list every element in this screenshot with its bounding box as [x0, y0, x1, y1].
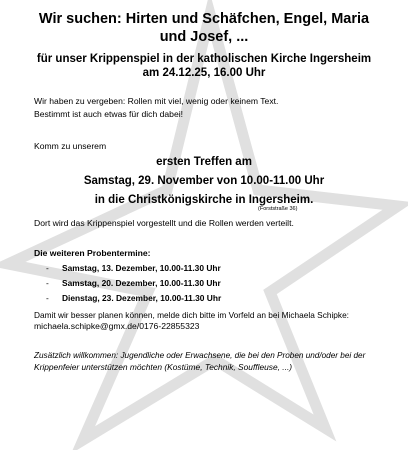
rehearsal-dash-2: -	[46, 278, 49, 288]
meeting-address: (Forststraße 36)	[258, 206, 298, 212]
meeting-note: Dort wird das Krippenspiel vorgestellt und die Rollen werden verteilt.	[34, 218, 294, 228]
heading-line-1: Wir suchen: Hirten und Schäfchen, Engel, Maria	[38, 11, 370, 27]
rehearsal-dash-3: -	[46, 293, 49, 303]
intro-line-2: Bestimmt ist auch etwas für dich dabei!	[34, 109, 184, 119]
contact-email-phone[interactable]: michaela.schipke@gmx.de/0176-22855323	[34, 321, 200, 331]
footer-line-1: Zusätzlich willkommen: Jugendliche oder Erwachsene, die bei den Proben und/oder bei der	[34, 351, 366, 360]
rehearsal-item-1: Samstag, 13. Dezember, 10.00-11.30 Uhr	[62, 263, 221, 273]
contact-line-1: Damit wir besser planen können, melde dich bitte im Vorfeld an bei Michaela Schipke:	[34, 310, 349, 320]
intro-line-1: Wir haben zu vergeben: Rollen mit viel, wenig oder keinem Text.	[34, 96, 279, 106]
subheading-line-1: für unser Krippenspiel in der katholischen Kirche Ingersheim	[36, 53, 372, 65]
rehearsal-dash-1: -	[46, 263, 49, 273]
meeting-place: in die Christkönigskirche in Ingersheim.	[94, 194, 314, 206]
meeting-date: Samstag, 29. November von 10.00-11.00 Uhr	[83, 175, 325, 187]
heading-line-2: und Josef, ...	[159, 29, 249, 45]
meeting-title: ersten Treffen am	[156, 156, 252, 168]
rehearsal-item-3: Dienstag, 23. Dezember, 10.00-11.30 Uhr	[62, 293, 222, 303]
rehearsal-item-2: Samstag, 20. Dezember, 10.00-11.30 Uhr	[62, 278, 221, 288]
footer-line-2: Krippenfeier unterstützen möchten (Kostüme, Technik, Souffleuse, ...)	[34, 362, 293, 372]
rehearsals-heading: Die weiteren Probentermine:	[34, 248, 151, 258]
invite-text: Komm zu unserem	[34, 141, 107, 151]
subheading-line-2: am 24.12.25, 16.00 Uhr	[142, 67, 266, 79]
